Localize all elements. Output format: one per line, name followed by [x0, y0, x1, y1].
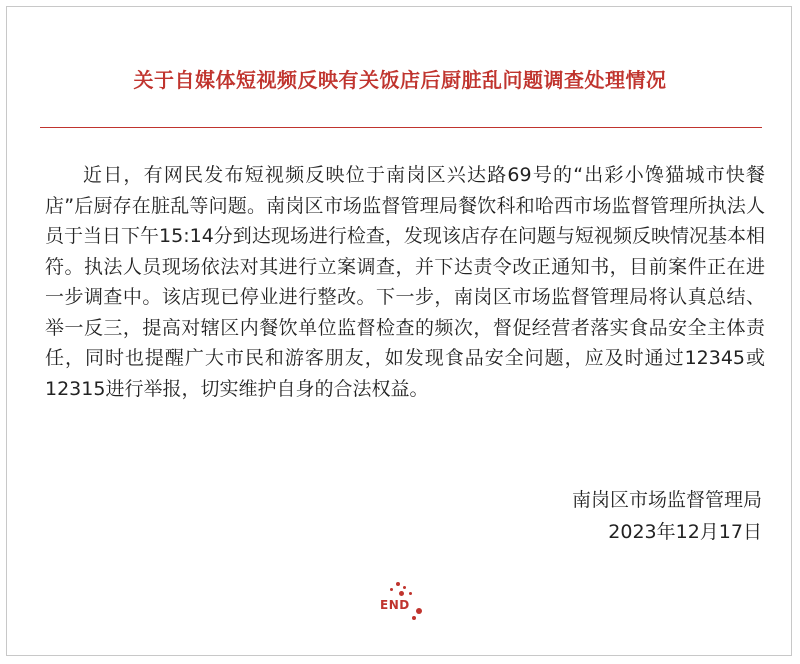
body-paragraph: 近日，有网民发布短视频反映位于南岗区兴达路69号的“出彩小馋猫城市快餐店”后厨存在脏乱等问题。南岗区市场监督管理局餐饮科和哈西市场监督管理所执法人员于当日下午15:14分到达现场进行检查，发现该店存在问题与短视频反映情况基本相符。执法人员现场依法对其进行立案调查，并下达责令改正通知书，目前案件正在进一步调查中。该店现已停业进行整改。下一步，南岗区市场监督管理局将认真总结、举一反三，提高对辖区内餐饮单位监督检查的频次，督促经营者落实食品安全主体责任，同时也提醒广大市民和游客朋友，如发现食品安全问题，应及时通过12345或12315进行举报，切实维护自身的合法权益。 — [45, 164, 765, 400]
document-title: 关于自媒体短视频反映有关饭店后厨脏乱问题调查处理情况 — [133, 68, 667, 92]
end-mark — [372, 580, 428, 624]
end-dot-decoration — [390, 588, 393, 591]
end-dot-decoration — [399, 591, 404, 596]
signature-date: 2023年12月17日 — [608, 521, 762, 543]
end-dot-decoration — [409, 592, 412, 595]
end-dot-decoration — [403, 586, 406, 589]
end-dot-decoration — [396, 582, 400, 586]
signature-block — [572, 484, 762, 548]
signature-org: 南岗区市场监督管理局 — [571, 489, 762, 511]
end-dot-decoration — [416, 608, 422, 614]
end-label: END — [380, 598, 410, 612]
title-divider — [40, 127, 762, 128]
end-dot-decoration — [412, 616, 416, 620]
